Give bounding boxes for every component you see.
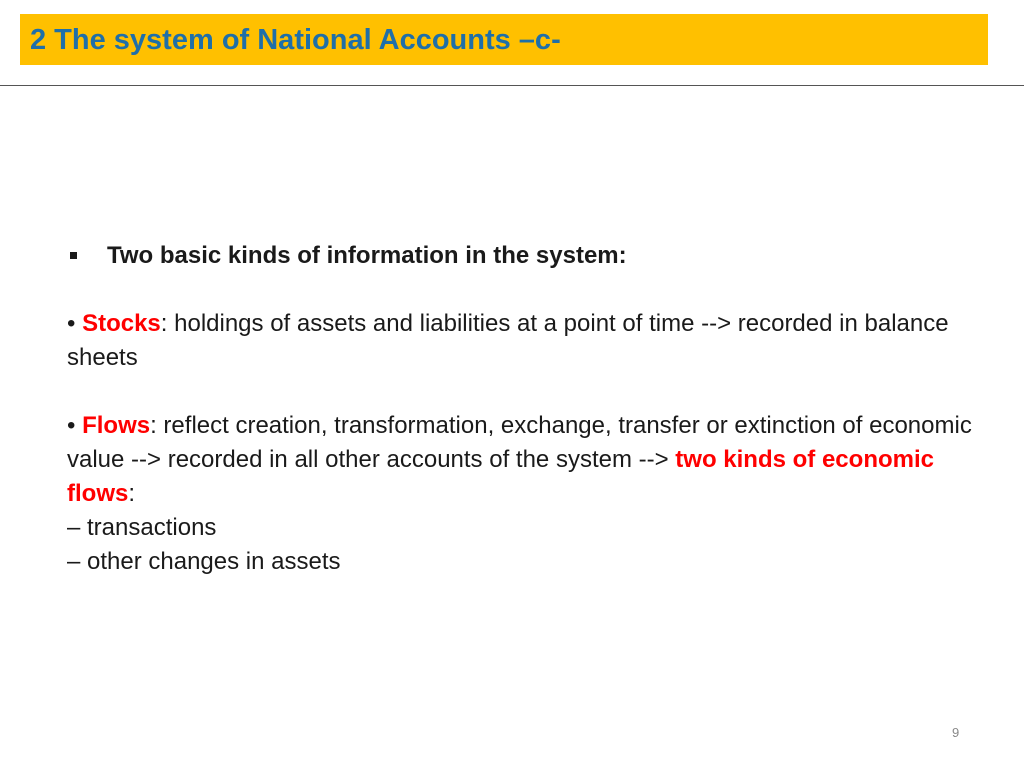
heading-line [67, 238, 987, 274]
stocks-paragraph [67, 307, 987, 375]
flows-text: : reflect creation, transformation, exchange, transfer or extinction of economic value --> recorded in all other accounts of the system --> [67, 412, 972, 473]
square-bullet-icon [70, 252, 77, 259]
stocks-term: Stocks [82, 310, 161, 337]
stocks-text: : holdings of assets and liabilities at a point of time --> recorded in balance sheets [67, 310, 949, 371]
flows-emphasis: two kinds of economic flows [67, 446, 934, 507]
flows-term: Flows [82, 412, 151, 439]
slide-title: 2 The system of National Accounts –c- [30, 24, 561, 56]
flows-item-transactions: – transactions [67, 514, 217, 541]
flows-paragraph [67, 409, 987, 579]
page-number: 9 [952, 725, 960, 740]
title-bar [20, 14, 988, 65]
slide-content [67, 238, 987, 579]
stocks-bullet: • [67, 310, 83, 337]
flows-text-end: : [128, 480, 136, 507]
flows-item-other-changes: – other changes in assets [67, 548, 341, 575]
section-heading: Two basic kinds of information in the system: [107, 242, 627, 269]
title-divider [0, 85, 1024, 86]
flows-bullet: • [67, 412, 83, 439]
